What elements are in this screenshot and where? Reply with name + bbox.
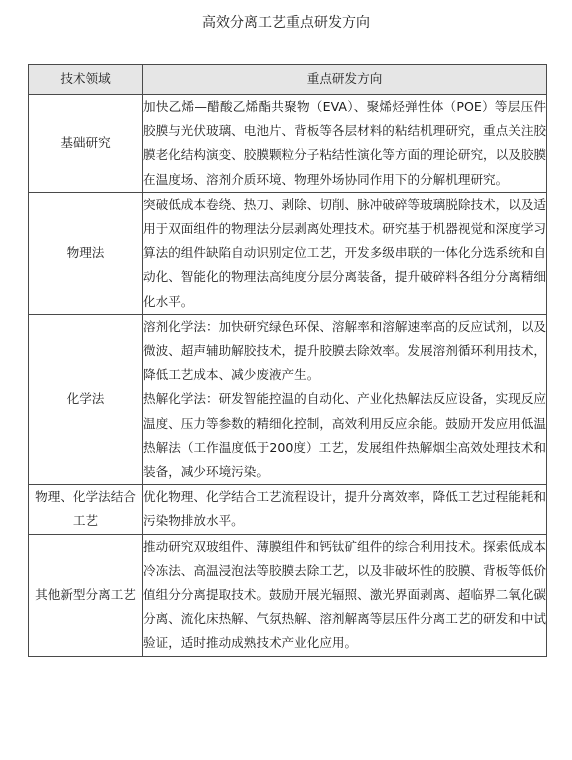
row-desc-chemical-method — [143, 314, 547, 484]
page-title: 高效分离工艺重点研发方向 — [202, 15, 370, 31]
table-row — [29, 485, 547, 534]
research-direction-table — [28, 64, 547, 657]
desc-paragraph-pyrolysis: 热解化学法：研发智能控温的自动化、产业化热解法反应设备，实现反应温度、压力等参数的精细化控制，高效利用反应余能。鼓励开发应用低温热解法（工作温度低于200度）工艺，发展组件热解烟尘高效处理技术和装备，减少环境污染。 — [143, 391, 546, 480]
row-field-other-new-process: 其他新型分离工艺 — [29, 534, 143, 656]
row-field-physical-method: 物理法 — [29, 192, 143, 314]
table-row — [29, 95, 547, 193]
row-desc-other-new-process — [143, 534, 547, 656]
header-research-direction: 重点研发方向 — [143, 65, 547, 95]
desc-paragraph-solvent: 溶剂化学法：加快研究绿色环保、溶解率和溶解速率高的反应试剂，以及微波、超声辅助解胶技术，提升胶膜去除效率。发展溶剂循环利用技术，降低工艺成本、减少废液产生。 — [143, 318, 546, 383]
row-field-combined-process: 物理、化学法结合工艺 — [29, 485, 143, 534]
table-row — [29, 314, 547, 484]
desc-paragraph: 突破低成本卷绕、热刀、剥除、切削、脉冲破碎等玻璃脱除技术，以及适用于双面组件的物理法分层剥离处理技术。研究基于机器视觉和深度学习算法的组件缺陷自动识别定位工艺，开发多级串联的一体化分选系统和自动化、智能化的物理法高纯度分层分离装备，提升破碎料各组分分离精细化水平。 — [143, 196, 546, 309]
row-desc-physical-method — [143, 192, 547, 314]
desc-paragraph: 推动研究双玻组件、薄膜组件和钙钛矿组件的综合利用技术。探索低成本冷冻法、高温浸泡法等胶膜去除工艺，以及非破坏性的胶膜、背板等低价值组分分离提取技术。鼓励开展光辐照、激光界面剥离、超临界二氧化碳分离、流化床热解、气氛热解、溶剂解离等层压件分离工艺的研发和中试验证，适时推动成熟技术产业化应用。 — [143, 538, 546, 651]
row-desc-basic-research — [143, 95, 547, 193]
table-row — [29, 192, 547, 314]
table-header-row — [29, 65, 547, 95]
desc-paragraph: 优化物理、化学结合工艺流程设计，提升分离效率，降低工艺过程能耗和污染物排放水平。 — [143, 489, 546, 529]
table-row — [29, 534, 547, 656]
row-desc-combined-process — [143, 485, 547, 534]
row-field-chemical-method: 化学法 — [29, 314, 143, 484]
desc-paragraph: 加快乙烯—醋酸乙烯酯共聚物（EVA）、聚烯烃弹性体（POE）等层压件胶膜与光伏玻璃、电池片、背板等各层材料的粘结机理研究，重点关注胶膜老化结构演变、胶膜颗粒分子粘结性演化等方面的理论研究，以及胶膜在温度场、溶剂介质环境、物理外场协同作用下的分解机理研究。 — [143, 99, 546, 187]
row-field-basic-research: 基础研究 — [29, 95, 143, 193]
header-tech-field: 技术领域 — [29, 65, 143, 95]
